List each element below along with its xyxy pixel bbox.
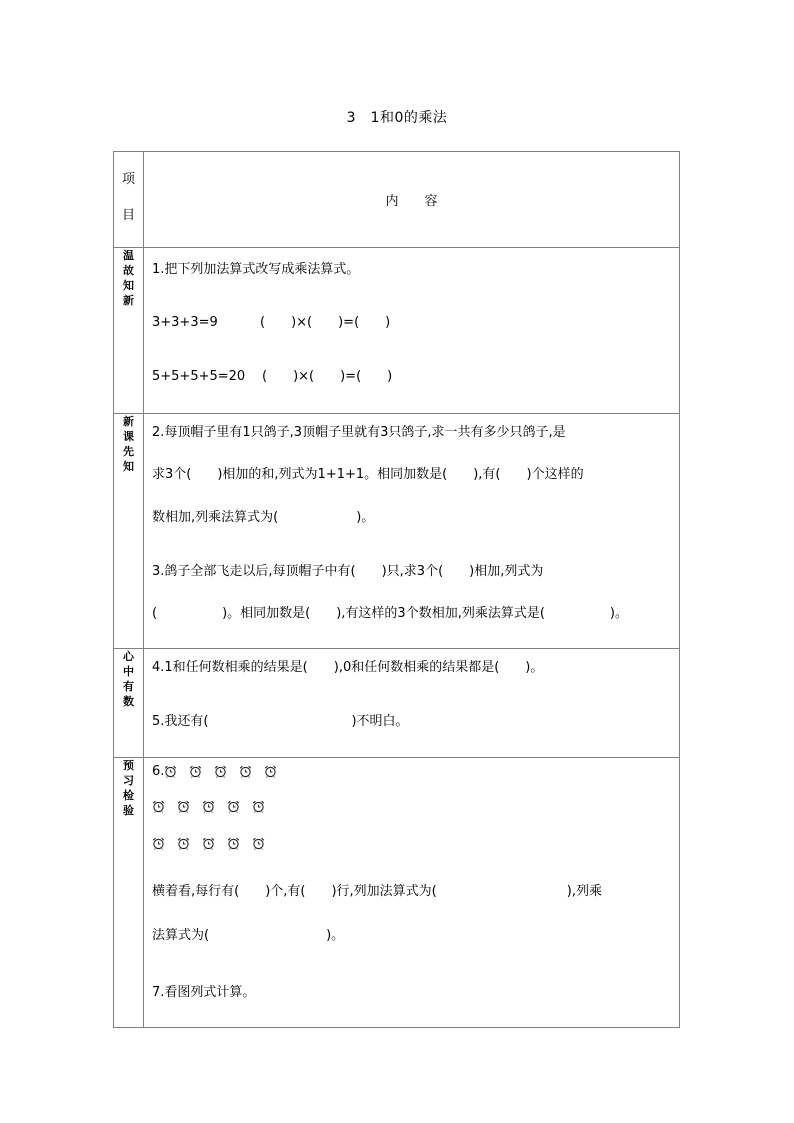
section-label-review: 温故知新	[123, 249, 134, 307]
alarm-clock-icon	[189, 765, 202, 778]
question-3-line-1: 3.鸽子全部飞走以后,每顶帽子中有( )只,求3个( )相加,列式为	[152, 564, 544, 579]
section-check-row	[114, 758, 680, 1028]
lesson-table	[113, 151, 680, 1028]
question-6-line-2: 横着看,每行有( )个,有( )行,列加法算式为( ),列乘	[152, 884, 602, 899]
question-6-number: 6.	[152, 764, 165, 779]
q1-answer-b: ( )×( )=( )	[262, 369, 393, 384]
question-2-line-2: 求3个( )相加的和,列式为1+1+1。相同加数是( ),有( )个这样的	[152, 467, 584, 482]
alarm-clock-icon	[252, 837, 265, 850]
header-col-project	[114, 152, 144, 248]
question-3-line-2: ( )。相同加数是( ),有这样的3个数相加,列乘法算式是( )。	[152, 606, 628, 621]
alarm-clock-icon	[177, 837, 190, 850]
alarm-clock-icon	[252, 800, 265, 813]
question-2-line-1: 2.每顶帽子里有1只鸽子,3顶帽子里就有3只鸽子,求一共有多少只鸽子,是	[152, 425, 566, 440]
alarm-clock-icon	[202, 837, 215, 850]
clock-row	[152, 835, 277, 853]
question-4: 4.1和任何数相乘的结果是( ),0和任何数相乘的结果都是( )。	[152, 660, 544, 675]
alarm-clock-icon	[264, 765, 277, 778]
alarm-clock-icon	[227, 837, 240, 850]
q1-expression-a: 3+3+3=9	[152, 315, 218, 330]
section-label-preview: 新课先知	[123, 415, 134, 473]
header-col-project-char-1: 项	[121, 172, 135, 187]
alarm-clock-icon	[152, 800, 165, 813]
header-col-project-char-2: 目	[121, 208, 135, 223]
question-1: 1.把下列加法算式改写成乘法算式。	[152, 262, 360, 277]
section-label-mind: 心中有数	[123, 650, 134, 708]
section-review-row	[114, 248, 680, 414]
alarm-clock-icon	[202, 800, 215, 813]
alarm-clock-icon	[152, 837, 165, 850]
question-6-line-3: 法算式为( )。	[152, 928, 345, 943]
page-title: 3 1和0的乘法	[346, 110, 448, 126]
clock-row	[164, 764, 289, 779]
header-col-content: 内 容	[385, 194, 438, 209]
alarm-clock-icon	[239, 765, 252, 778]
section-preview-row	[114, 414, 680, 649]
alarm-clock-icon	[227, 800, 240, 813]
alarm-clock-icon	[177, 800, 190, 813]
header-row	[114, 152, 680, 248]
alarm-clock-icon	[164, 765, 177, 778]
header-col-content-cell	[144, 152, 680, 248]
question-5: 5.我还有( )不明白。	[152, 714, 409, 729]
q1-answer-a: ( )×( )=( )	[260, 315, 391, 330]
question-2-line-3: 数相加,列乘法算式为( )。	[152, 510, 375, 525]
q1-expression-b: 5+5+5+5=20	[152, 369, 246, 384]
section-label-check: 预习检验	[123, 759, 134, 817]
question-7: 7.看图列式计算。	[152, 985, 256, 1000]
alarm-clock-icon	[214, 765, 227, 778]
section-mind-row	[114, 649, 680, 758]
clock-row	[152, 798, 277, 816]
question-6-row-1	[152, 763, 289, 781]
